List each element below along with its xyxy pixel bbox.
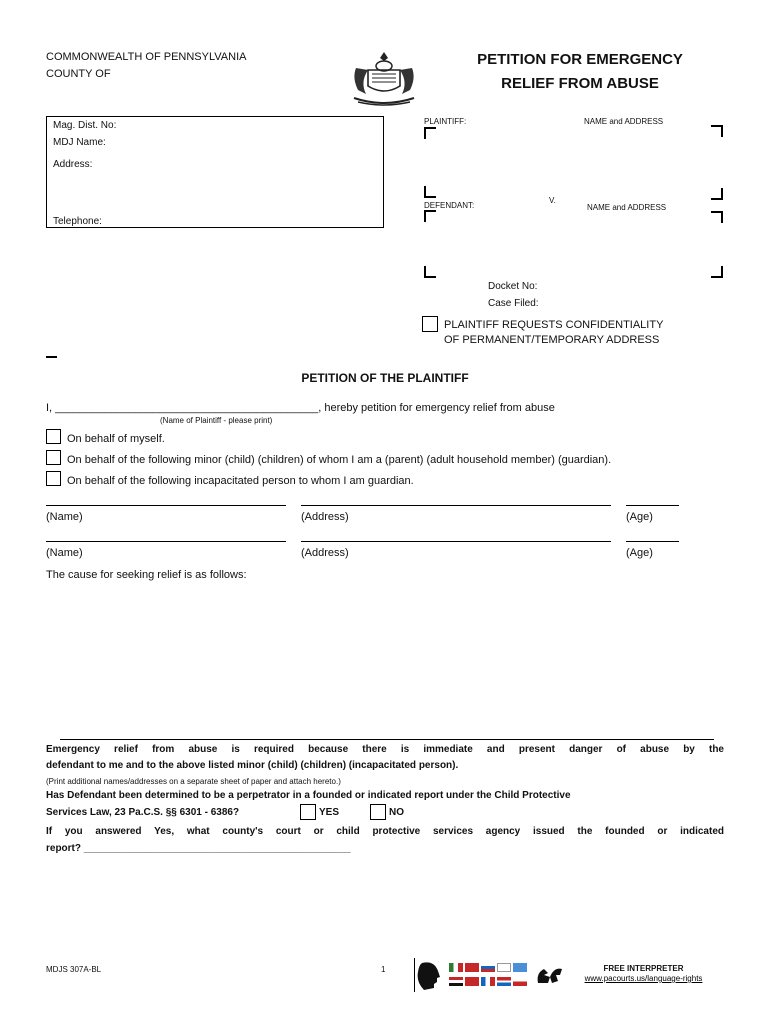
plaintiff-label: PLAINTIFF: xyxy=(424,117,467,126)
form-title-line2: RELIEF FROM ABUSE xyxy=(501,75,659,92)
form-title-line1: PETITION FOR EMERGENCY xyxy=(477,51,683,68)
person2-age-line[interactable] xyxy=(626,541,679,542)
plaintiff-address-field[interactable] xyxy=(424,114,544,202)
pennsylvania-seal-icon xyxy=(348,50,420,108)
person2-name-line[interactable] xyxy=(46,541,286,542)
language-rights-link[interactable]: www.pacourts.us/language-rights xyxy=(584,974,703,983)
defendant-label: DEFENDANT: xyxy=(424,201,475,210)
flag-egypt-icon xyxy=(449,977,463,986)
yes-checkbox[interactable] xyxy=(300,804,316,820)
person1-address-label: (Address) xyxy=(301,511,349,523)
versus-label: V. xyxy=(549,196,556,205)
free-interpreter-label: FREE INTERPRETER xyxy=(603,964,684,973)
person2-address-label: (Address) xyxy=(301,547,349,559)
county-question-line1: If you answered Yes, what county's court or child protective services agency issued the founded or indicated xyxy=(46,826,724,837)
telephone-label: Telephone: xyxy=(53,216,102,227)
emergency-line2: defendant to me and to the above listed minor (child) (children) (incapacitated person). xyxy=(46,760,459,771)
flag-haiti-icon xyxy=(481,977,495,986)
confidentiality-line2: OF PERMANENT/TEMPORARY ADDRESS xyxy=(444,334,660,346)
mdj-info-box xyxy=(46,116,384,228)
defendant-corner-tr xyxy=(711,211,723,223)
flag-nepal-icon xyxy=(497,977,511,986)
confidentiality-checkbox[interactable] xyxy=(422,316,438,332)
behalf-myself-checkbox[interactable] xyxy=(46,429,61,444)
sign-language-icon xyxy=(534,963,564,989)
cause-divider xyxy=(60,739,714,740)
docket-label: Docket No: xyxy=(488,281,538,292)
state-name: COMMONWEALTH OF PENNSYLVANIA xyxy=(46,51,247,63)
yes-label: YES xyxy=(319,807,340,818)
confidentiality-line1: PLAINTIFF REQUESTS CONFIDENTIALITY xyxy=(444,319,664,331)
page-number: 1 xyxy=(381,965,386,974)
person1-age-label: (Age) xyxy=(626,511,653,523)
cause-label: The cause for seeking relief is as follows: xyxy=(46,569,247,581)
behalf-myself-label: On behalf of myself. xyxy=(67,433,165,445)
defendant-corner-bl xyxy=(424,266,436,278)
flag-poland-icon xyxy=(513,977,527,986)
flag-mexico-icon xyxy=(449,963,463,972)
plaintiff-name-address-label: NAME and ADDRESS xyxy=(584,117,664,126)
petition-heading: PETITION OF THE PLAINTIFF xyxy=(301,371,469,385)
person2-age-label: (Age) xyxy=(626,547,653,559)
person1-name-label: (Name) xyxy=(46,511,83,523)
person2-name-label: (Name) xyxy=(46,547,83,559)
flag-china-icon xyxy=(465,963,479,972)
defendant-corner-br xyxy=(711,266,723,278)
case-filed-label: Case Filed: xyxy=(488,298,539,309)
person2-address-line[interactable] xyxy=(301,541,611,542)
defendant-corner-tl xyxy=(424,210,436,222)
person1-age-line[interactable] xyxy=(626,505,679,506)
language-flags-row1 xyxy=(449,963,527,972)
mag-dist-label: Mag. Dist. No: xyxy=(53,120,117,131)
behalf-minor-label: On behalf of the following minor (child) (children) of whom I am a (parent) (adult household member) (guardian). xyxy=(67,454,612,466)
no-label: NO xyxy=(389,807,404,818)
dash-mark xyxy=(46,356,57,358)
perpetrator-line1: Has Defendant been determined to be a perpetrator in a founded or indicated report under the Child Protective xyxy=(46,790,571,801)
no-checkbox[interactable] xyxy=(370,804,386,820)
perpetrator-line2: Services Law, 23 Pa.C.S. §§ 6301 - 6386? xyxy=(46,807,240,818)
cause-text-area[interactable] xyxy=(46,586,716,736)
flag-somalia-icon xyxy=(513,963,527,972)
flag-vietnam-icon xyxy=(465,977,479,986)
person1-address-line[interactable] xyxy=(301,505,611,506)
county-question-line2: report? ________________________________________________ xyxy=(46,843,351,854)
behalf-minor-checkbox[interactable] xyxy=(46,450,61,465)
emergency-line1: Emergency relief from abuse is required because there is immediate and present danger of abuse by the xyxy=(46,744,724,755)
speaking-head-icon xyxy=(416,961,442,991)
behalf-incapacitated-label: On behalf of the following incapacitated person to whom I am guardian. xyxy=(67,475,414,487)
person1-name-line[interactable] xyxy=(46,505,286,506)
plaintiff-name-hint: (Name of Plaintiff - please print) xyxy=(160,416,273,425)
language-flags-row2 xyxy=(449,977,527,986)
address-label: Address: xyxy=(53,159,93,170)
plaintiff-corner-br xyxy=(711,188,723,200)
defendant-name-address-label: NAME and ADDRESS xyxy=(587,203,667,212)
plaintiff-corner-tr xyxy=(711,125,723,137)
flag-russia-icon xyxy=(481,963,495,972)
mdj-name-label: MDJ Name: xyxy=(53,137,106,148)
county-label: COUNTY OF xyxy=(46,68,111,80)
print-note: (Print additional names/addresses on a separate sheet of paper and attach hereto.) xyxy=(46,777,341,786)
behalf-incapacitated-checkbox[interactable] xyxy=(46,471,61,486)
flag-korea-icon xyxy=(497,963,511,972)
footer-divider xyxy=(414,958,415,992)
petition-intro: I, ___________________________________________, hereby petition for emergency relief from abuse xyxy=(46,402,555,414)
form-id: MDJS 307A-BL xyxy=(46,965,102,974)
